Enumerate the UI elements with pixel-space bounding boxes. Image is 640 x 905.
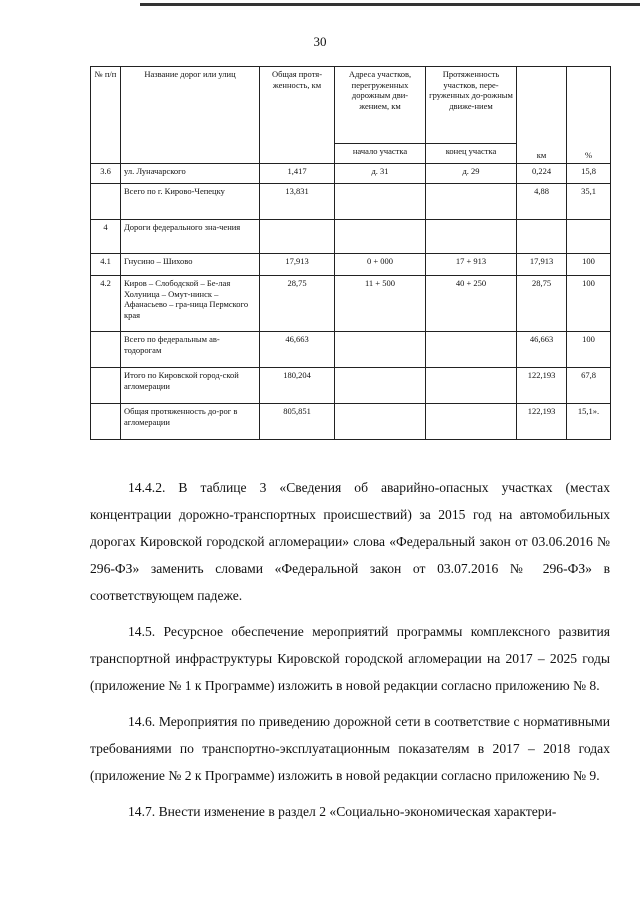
table-row xyxy=(91,276,611,332)
header-end: конец участка xyxy=(426,144,517,164)
cell-start xyxy=(335,220,426,254)
cell-end xyxy=(426,404,517,440)
table-row xyxy=(91,164,611,184)
cell-end: 17 + 913 xyxy=(426,254,517,276)
cell-num xyxy=(91,332,121,368)
header-addresses: Адреса участков, перегруженных дорожным дви-жением, км xyxy=(335,67,426,144)
cell-end xyxy=(426,184,517,220)
paragraph-14-7: 14.7. Внести изменение в раздел 2 «Социально-экономическая характери- xyxy=(128,804,557,819)
paragraph-14-4-2: 14.4.2. В таблице 3 «Сведения об аварийно-опасных участках (местах концентрации дорожно-транспортных происшествий) за 2015 год на автомобильных дорогах Кировской городской агломерации» слова «Федеральный закон от 03.06.2016 № 296-ФЗ» заменить словами «Федеральной закон от 03.07.2016 № 296-ФЗ» в соответствующем падеже. xyxy=(90,480,610,603)
cell-num xyxy=(91,404,121,440)
cell-name: ул. Луначарского xyxy=(121,164,260,184)
roads-table xyxy=(90,66,611,440)
cell-name: Дороги федерального зна-чения xyxy=(121,220,260,254)
cell-num: 4.2 xyxy=(91,276,121,332)
table-row xyxy=(91,184,611,220)
cell-end: д. 29 xyxy=(426,164,517,184)
cell-km: 17,913 xyxy=(517,254,567,276)
cell-km: 4,88 xyxy=(517,184,567,220)
cell-pct: 100 xyxy=(567,332,611,368)
cell-name: Гнусино – Шихово xyxy=(121,254,260,276)
cell-pct: 15,8 xyxy=(567,164,611,184)
cell-pct: 100 xyxy=(567,254,611,276)
cell-start xyxy=(335,368,426,404)
cell-total xyxy=(260,220,335,254)
cell-km: 0,224 xyxy=(517,164,567,184)
cell-pct: 100 xyxy=(567,276,611,332)
table-row xyxy=(91,254,611,276)
cell-pct: 67,8 xyxy=(567,368,611,404)
cell-num: 3.6 xyxy=(91,164,121,184)
header-pct: % xyxy=(567,67,611,164)
cell-total: 17,913 xyxy=(260,254,335,276)
cell-km: 28,75 xyxy=(517,276,567,332)
cell-name: Общая протяженность до-рог в агломерации xyxy=(121,404,260,440)
cell-start xyxy=(335,332,426,368)
cell-total: 1,417 xyxy=(260,164,335,184)
cell-pct xyxy=(567,220,611,254)
cell-num xyxy=(91,184,121,220)
header-num: № п/п xyxy=(91,67,121,164)
header-km: км xyxy=(517,67,567,164)
cell-total: 46,663 xyxy=(260,332,335,368)
table-row xyxy=(91,368,611,404)
header-total: Общая протя-женность, км xyxy=(260,67,335,164)
cell-pct: 15,1». xyxy=(567,404,611,440)
scan-top-line xyxy=(140,3,640,6)
cell-pct: 35,1 xyxy=(567,184,611,220)
paragraph-14-5: 14.5. Ресурсное обеспечение мероприятий программы комплексного развития транспортной инфраструктуры Кировской городской агломерации на 2017 – 2025 годы (приложение № 1 к Программе) изложить в новой редакции согласно приложению № 8. xyxy=(90,624,610,693)
cell-start: 0 + 000 xyxy=(335,254,426,276)
cell-total: 805,851 xyxy=(260,404,335,440)
table-row xyxy=(91,404,611,440)
cell-total: 28,75 xyxy=(260,276,335,332)
cell-km xyxy=(517,220,567,254)
cell-km: 122,193 xyxy=(517,368,567,404)
cell-name: Киров – Слободской – Бе-лая Холуница – Омут-нинск – Афанасьево – гра-ница Пермского края xyxy=(121,276,260,332)
cell-start xyxy=(335,184,426,220)
cell-end xyxy=(426,332,517,368)
header-start: начало участка xyxy=(335,144,426,164)
cell-end xyxy=(426,220,517,254)
table-row xyxy=(91,220,611,254)
paragraph-14-6: 14.6. Мероприятия по приведению дорожной сети в соответствие с нормативными требованиями по транспортно-эксплуатационным показателям в 2017 – 2018 годах (приложение № 2 к Программе) изложить в новой редакции согласно приложению № 9. xyxy=(90,714,610,783)
cell-name: Итого по Кировской город-ской агломерации xyxy=(121,368,260,404)
cell-start: 11 + 500 xyxy=(335,276,426,332)
cell-num: 4.1 xyxy=(91,254,121,276)
cell-name: Всего по федеральным ав-тодорогам xyxy=(121,332,260,368)
cell-km: 122,193 xyxy=(517,404,567,440)
table-body xyxy=(91,164,611,440)
cell-total: 13,831 xyxy=(260,184,335,220)
cell-end xyxy=(426,368,517,404)
cell-end: 40 + 250 xyxy=(426,276,517,332)
cell-total: 180,204 xyxy=(260,368,335,404)
page-number: 30 xyxy=(313,34,327,49)
table-row xyxy=(91,332,611,368)
table-header xyxy=(91,67,611,164)
cell-name: Всего по г. Кирово-Чепецку xyxy=(121,184,260,220)
header-length: Протяженность участков, пере-груженных до-рожным движе-нием xyxy=(426,67,517,144)
cell-start: д. 31 xyxy=(335,164,426,184)
cell-start xyxy=(335,404,426,440)
cell-km: 46,663 xyxy=(517,332,567,368)
cell-num xyxy=(91,368,121,404)
body-text xyxy=(90,474,610,834)
cell-num: 4 xyxy=(91,220,121,254)
header-name: Название дорог или улиц xyxy=(121,67,260,164)
